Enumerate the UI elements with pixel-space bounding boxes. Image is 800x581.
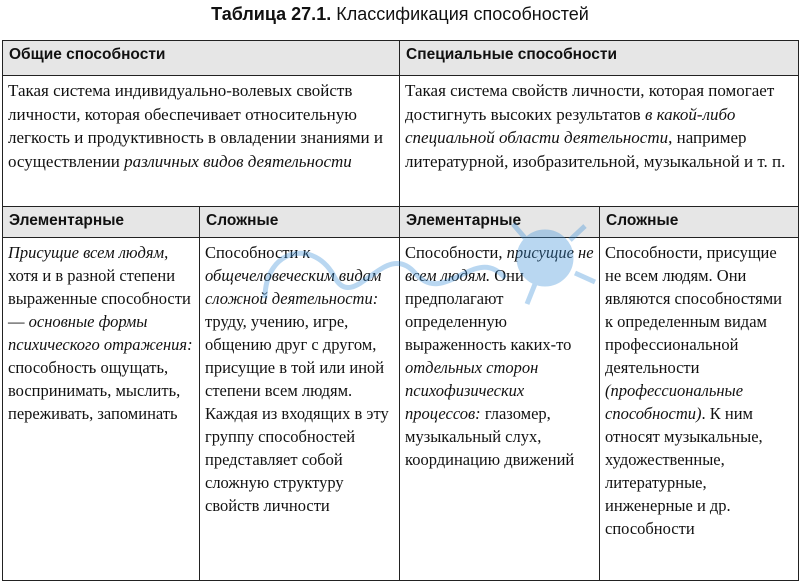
ge-italic-3: основные формы психического отражения: bbox=[8, 312, 193, 354]
gc-italic-2: к общечеловеческим видам сложной деятельности: bbox=[205, 243, 382, 308]
header-general: Общие способности bbox=[3, 41, 400, 76]
se-text-5: глазомер, музыкальный слух, координацию движений bbox=[405, 404, 575, 469]
definition-special-italic: в какой-либо специальной области деятельности bbox=[405, 104, 736, 147]
se-italic-4: отдельных сторон психофизических процессов: bbox=[405, 358, 539, 423]
subheader-row bbox=[3, 207, 799, 238]
header-row bbox=[3, 41, 799, 76]
subheader-special-elementary: Элементарные bbox=[400, 207, 600, 238]
definition-general bbox=[3, 76, 400, 207]
subheader-special-complex: Сложные bbox=[600, 207, 799, 238]
sc-text-1: Способности, присущие не всем людям. Они являются способностями к определенным видам профессиональной деятельности bbox=[605, 243, 783, 377]
definition-row bbox=[3, 76, 799, 207]
subheader-general-complex: Сложные bbox=[200, 207, 400, 238]
header-special: Специальные способности bbox=[400, 41, 799, 76]
se-text-1: Способности, bbox=[405, 243, 507, 262]
subheader-general-elementary: Элементарные bbox=[3, 207, 200, 238]
ge-italic-1: Присущие всем людям bbox=[8, 243, 165, 262]
ge-text-2: , хотя и в разной степени выраженные способности — bbox=[8, 243, 191, 331]
cell-special-complex bbox=[600, 238, 799, 581]
cell-general-elementary bbox=[3, 238, 200, 581]
se-text-3: Они предполагают определенную выраженность каких-то bbox=[405, 266, 572, 354]
table-caption bbox=[0, 0, 800, 34]
caption-title: Классификация способностей bbox=[331, 4, 589, 24]
definition-special-text: Такая система свойств личности, которая помогает достигнуть высоких результатов bbox=[405, 81, 775, 124]
definition-special-tail: , например литературной, изобразительной, музыкальной и т. п. bbox=[405, 128, 786, 171]
gc-text-3: труду, учению, игре, общению друг с другом, присущие в той или иной степени всем людям. Каждая из входящих в эту группу способностей представляет собой сложную структуру свойств личности bbox=[205, 312, 389, 515]
content-row bbox=[3, 238, 799, 581]
definition-special bbox=[400, 76, 799, 207]
definition-general-italic: различных видов деятельности bbox=[124, 151, 352, 171]
cell-general-complex bbox=[200, 238, 400, 581]
abilities-table bbox=[2, 40, 799, 581]
cell-special-elementary bbox=[400, 238, 600, 581]
sc-text-3: . К ним относят музыкальные, художественные, литературные, инженерные и др. способности bbox=[605, 404, 763, 538]
se-italic-2: присущие не всем людям. bbox=[405, 243, 594, 285]
sc-italic-2: (профессиональные способности) bbox=[605, 381, 744, 423]
ge-text-4: способность ощущать, воспринимать, мыслить, переживать, запоминать bbox=[8, 358, 181, 423]
gc-text-1: Способности bbox=[205, 243, 303, 262]
definition-general-text: Такая система индивидуально-волевых свойств личности, которая обеспечивает относительную легкость и продуктивность в овладении знаниями и осуществлении bbox=[8, 81, 383, 171]
caption-number: Таблица 27.1. bbox=[211, 4, 332, 24]
